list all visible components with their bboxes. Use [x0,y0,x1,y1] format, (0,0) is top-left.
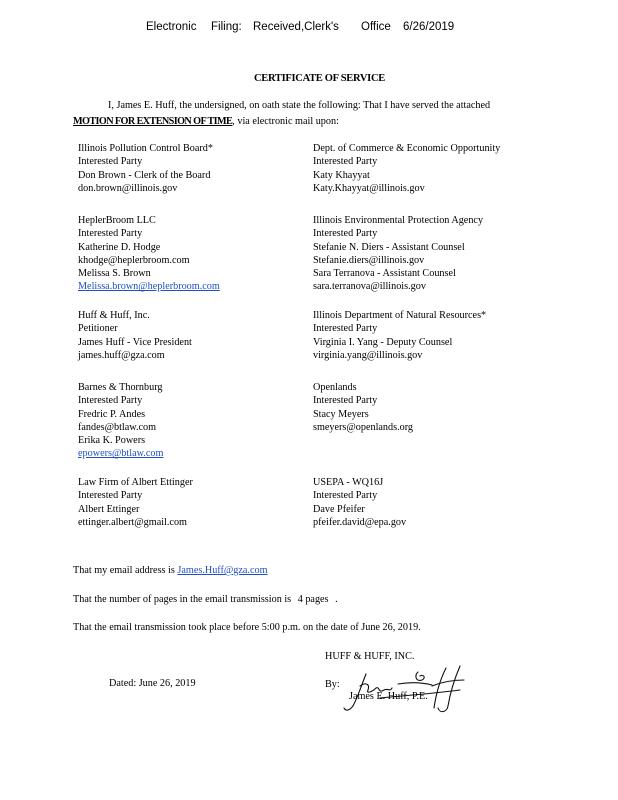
entry-role: Interested Party [78,156,143,168]
intro-line-2 [73,116,339,127]
entry-line: Stacy Meyers [313,408,369,420]
entry-line: Don Brown - Clerk of the Board [78,169,211,181]
header-word: Office [361,21,391,33]
entry-line: Erika K. Powers [78,435,146,447]
entry-line: Melissa S. Brown [78,268,151,280]
entry-line: Fredric P. Andes [78,408,146,420]
entry-role: Interested Party [313,395,378,407]
entry-role: Petitioner [78,323,118,335]
email-link[interactable]: James.Huff@gza.com [177,565,268,576]
service-entry [78,476,193,529]
entry-line: Albert Ettinger [78,503,140,515]
company-name: HUFF & HUFF, INC. [325,651,415,662]
entry-email: khodge@heplerbroom.com [78,254,190,266]
entry-line: Virginia I. Yang - Deputy Counsel [313,336,453,348]
signer-name: James E. Huff, P.E. [349,691,428,702]
motion-title: MOTION FOR EXTENSION OF TIME [73,116,233,127]
entry-email: fandes@btlaw.com [78,421,157,433]
entry-name: Illinois Environmental Protection Agency [313,215,484,226]
entry-email: james.huff@gza.com [78,349,165,361]
pages-statement [73,594,338,605]
entry-email: Katy.Khayyat@illinois.gov [313,182,425,194]
entry-name: Dept. of Commerce & Economic Opportunity [313,143,501,154]
service-entry [78,381,163,461]
entry-line: Dave Pfeifer [313,503,365,515]
intro-line-1: I, James E. Huff, the undersigned, on oath state the following: That I have served the attached [108,100,491,111]
entry-email: don.brown@illinois.gov [78,182,178,194]
entry-role: Interested Party [313,323,378,335]
dated-line: Dated: June 26, 2019 [109,678,196,689]
entry-line: Sara Terranova - Assistant Counsel [313,268,456,280]
entry-name: USEPA - WQ16J [313,477,384,488]
entry-email-link[interactable]: epowers@btlaw.com [78,448,164,460]
service-entry [313,309,486,362]
service-entry [78,214,220,294]
entry-role: Interested Party [78,490,143,502]
entry-email: sara.terranova@illinois.gov [313,281,426,293]
entry-role: Interested Party [313,490,378,502]
header-word: Received,Clerk's [253,21,339,33]
header-word: Filing: [211,21,242,33]
entry-email: Stefanie.diers@illinois.gov [313,254,425,266]
intro-line-2-rest: , via electronic mail upon: [232,116,339,127]
entry-email: ettinger.albert@gmail.com [78,516,187,528]
entry-name: Openlands [313,382,357,393]
pages-statement-end: . [335,594,338,605]
entry-role: Interested Party [78,228,143,240]
service-entry [313,381,413,434]
time-statement: That the email transmission took place before 5:00 p.m. on the date of June 26, 2019. [73,622,421,633]
entry-line: Stefanie N. Diers - Assistant Counsel [313,241,465,253]
entry-email: virginia.yang@illinois.gov [313,349,423,361]
service-entry [313,476,406,529]
header-word: Electronic [146,21,197,33]
entry-email: smeyers@openlands.org [313,421,414,433]
by-label: By: [325,679,340,690]
handwritten-signature [340,664,470,716]
header-word: 6/26/2019 [403,21,455,33]
pages-count: 4 pages [297,594,329,605]
entry-email: pfeifer.david@epa.gov [313,516,407,528]
entry-name: Barnes & Thornburg [78,382,163,393]
service-entry [78,309,192,362]
entry-name: HeplerBroom LLC [78,215,156,226]
entry-name: Huff & Huff, Inc. [78,310,150,321]
entry-line: Katy Khayyat [313,169,370,181]
service-entry [313,142,500,195]
entry-role: Interested Party [78,395,143,407]
page-title: CERTIFICATE OF SERVICE [254,73,385,84]
entry-role: Interested Party [313,156,378,168]
entry-line: James Huff - Vice President [78,336,192,348]
service-entry [78,142,213,195]
entry-name: Illinois Pollution Control Board* [78,143,213,154]
email-statement [73,565,268,576]
pages-statement-text: That the number of pages in the email transmission is [73,594,292,605]
service-entry [313,214,483,294]
entry-email-link[interactable]: Melissa.brown@heplerbroom.com [78,281,220,293]
entry-name: Illinois Department of Natural Resources* [313,310,487,321]
entry-role: Interested Party [313,228,378,240]
entry-name: Law Firm of Albert Ettinger [78,477,193,488]
entry-line: Katherine D. Hodge [78,241,161,253]
email-statement-text: That my email address is [73,565,175,576]
